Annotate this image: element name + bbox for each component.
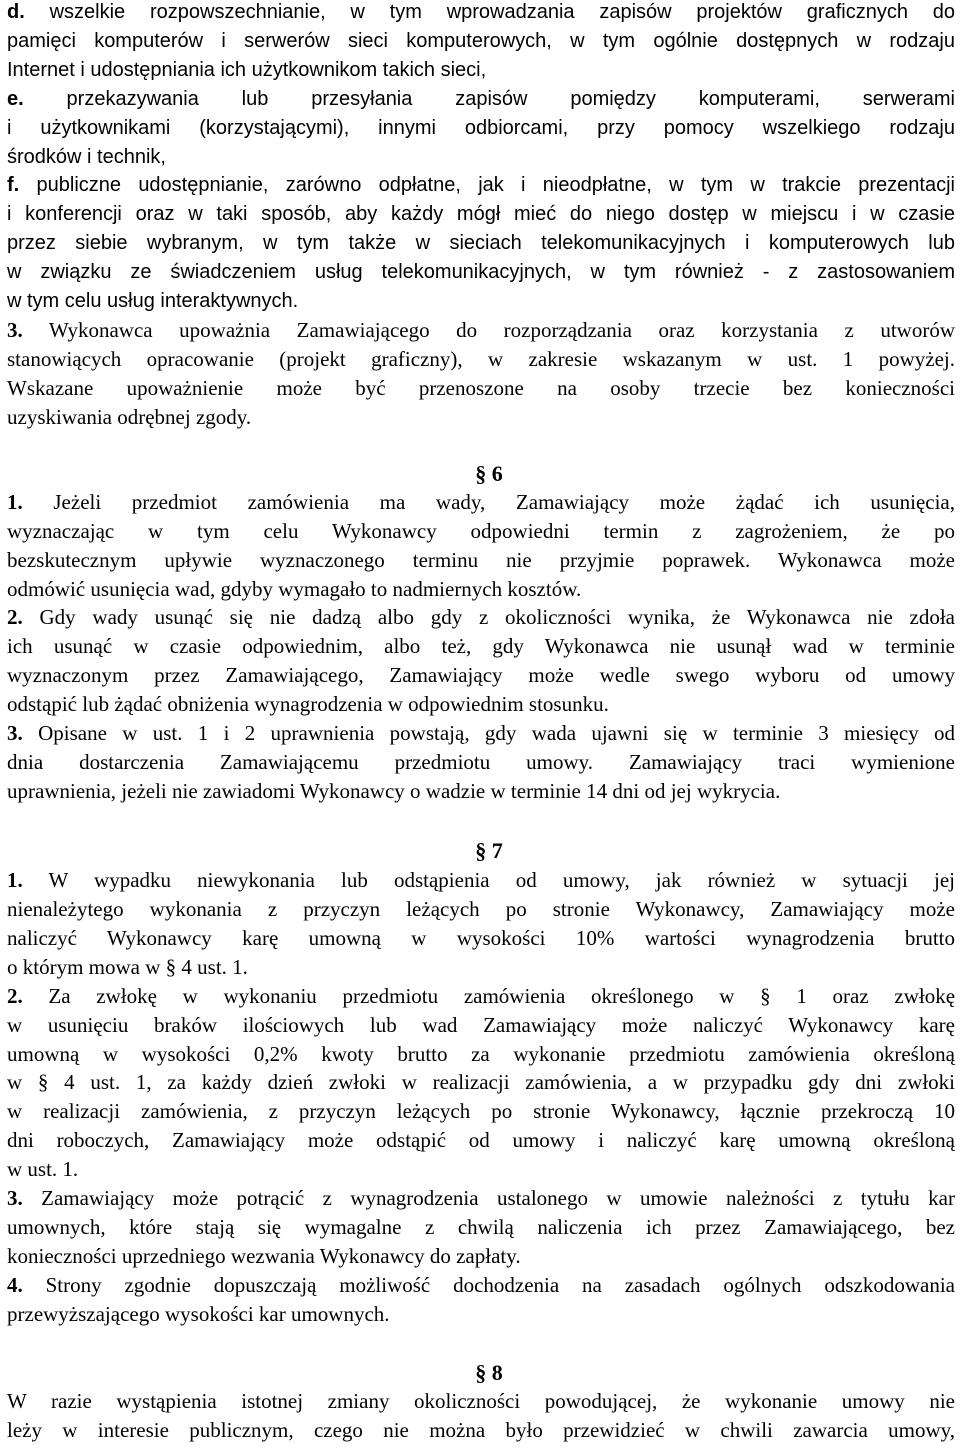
paragraph-text: dni roboczych, Zamawiający może odstąpić od umowy i naliczyć karę umowną określoną [7,1128,955,1152]
paragraph-text: naliczyć Wykonawcy karę umowną w wysokości 10% wartości wynagrodzenia brutto [7,926,955,950]
paragraph-text: wyznaczonym przez Zamawiającego, Zamawiający może wedle swego wyboru od umowy [7,663,955,687]
paragraph-number: 3. [7,318,23,342]
paragraph-text: uprawnienia, jeżeli nie zawiadomi Wykonawcy o wadzie w terminie 14 dni od jej wykrycia. [7,779,781,803]
paragraph-number: 3. [7,1186,23,1210]
item-text: przekazywania lub przesyłania zapisów pomiędzy komputerami, serwerami [66,88,956,110]
paragraph-text: Gdy wady usunąć się nie dadzą albo gdy z okoliczności wynika, że Wykonawca nie zdoła [39,605,956,629]
item-text: publiczne udostępnianie, zarówno odpłatne, jak i nieodpłatne, w tym w trakcie prezentacji [36,174,955,196]
section-heading: § 8 [475,1360,503,1385]
paragraph-text: konieczności uprzedniego wezwania Wykonawcy do zapłaty. [7,1244,521,1268]
item-marker: d. [7,1,25,23]
paragraph-number: 2. [7,984,23,1008]
item-text: Internet i udostępniania ich użytkownikom takich sieci, [7,59,487,81]
paragraph-number: 3. [7,721,23,745]
item-marker: e. [7,88,24,110]
paragraph-text: wyznaczając w tym celu Wykonawcy odpowiedni termin z zagrożeniem, że po [7,519,955,543]
paragraph-text: w usunięciu braków ilościowych lub wad Zamawiający może naliczyć Wykonawcy karę [7,1013,955,1037]
paragraph-text: bezskutecznym upływie wyznaczonego terminu nie przyjmie poprawek. Wykonawca może [7,548,955,572]
section-heading: § 7 [475,838,503,863]
paragraph-text: Zamawiający może potrącić z wynagrodzenia ustalonego w umowie należności z tytułu kar [41,1186,955,1210]
paragraph-text: stanowiących opracowanie (projekt graficzny), w zakresie wskazanym w ust. 1 powyżej. [7,347,955,371]
item-marker: f. [7,174,20,196]
paragraph-text: Wykonawca upoważnia Zamawiającego do rozporządzania oraz korzystania z utworów [48,318,955,342]
paragraph-number: 1. [7,868,23,892]
paragraph-text: odmówić usunięcia wad, gdyby wymagało to nadmiernych kosztów. [7,577,582,601]
item-text: i użytkownikami (korzystającymi), innymi odbiorcami, przy pomocy wszelkiego rodzaju [7,117,955,139]
paragraph-text: leży w interesie publicznym, czego nie można było przewidzieć w chwili zawarcia umowy, [7,1418,955,1442]
paragraph-number: 2. [7,605,23,629]
paragraph-text: Strony zgodnie dopuszczają możliwość dochodzenia na zasadach ogólnych odszkodowania [45,1273,955,1297]
paragraph-text: przewyższającego wysokości kar umownych. [7,1302,390,1326]
item-text: przez siebie wybranym, w tym także w sieciach telekomunikacyjnych i komputerowych lub [7,232,955,254]
item-text: wszelkie rozpowszechnianie, w tym wprowadzania zapisów projektów graficznych do [49,1,955,23]
paragraph-text: Opisane w ust. 1 i 2 uprawnienia powstają, gdy wada ujawni się w terminie 3 miesięcy od [38,721,956,745]
paragraph-text: nienależytego wykonania z przyczyn leżących po stronie Wykonawcy, Zamawiający może [7,897,955,921]
paragraph-text: Za zwłokę w wykonaniu przedmiotu zamówienia określonego w § 1 oraz zwłokę [48,984,956,1008]
paragraph-text: o którym mowa w § 4 ust. 1. [7,955,248,979]
paragraph-text: odstąpić lub żądać obniżenia wynagrodzenia w odpowiednim stosunku. [7,692,609,716]
paragraph-text: dnia dostarczenia Zamawiającemu przedmiotu umowy. Zamawiający traci wymienione [7,750,955,774]
item-text: środków i technik, [7,146,166,168]
paragraph-text: uzyskiwania odrębnej zgody. [7,405,252,429]
paragraph-number: 1. [7,490,23,514]
paragraph-text: w ust. 1. [7,1157,79,1181]
paragraph-text: Wskazane upoważnienie może być przenoszone na osoby trzecie bez konieczności [7,376,955,400]
item-text: w związku ze świadczeniem usług telekomunikacyjnych, w tym również - z zastosowaniem [7,261,955,283]
paragraph-text: umownych, które stają się wymagalne z chwilą naliczenia ich przez Zamawiającego, bez [7,1215,955,1239]
paragraph-text: W razie wystąpienia istotnej zmiany okoliczności powodującej, że wykonanie umowy nie [7,1389,955,1413]
paragraph-text: W wypadku niewykonania lub odstąpienia od umowy, jak również w sytuacji jej [48,868,955,892]
paragraph-text: ich usunąć w czasie odpowiednim, albo też, gdy Wykonawca nie usunął wad w terminie [7,634,955,658]
paragraph-text: umowną w wysokości 0,2% kwoty brutto za wykonanie przedmiotu zamówienia określoną [7,1042,955,1066]
paragraph-text: w realizacji zamówienia, z przyczyn leżących po stronie Wykonawcy, łącznie przekroczą 10 [7,1099,955,1123]
paragraph-text: Jeżeli przedmiot zamówienia ma wady, Zamawiający może żądać ich usunięcia, [53,490,955,514]
paragraph-text: w § 4 ust. 1, za każdy dzień zwłoki w realizacji zamówienia, a w przypadku gdy dni zwłoki [7,1070,955,1094]
item-text: pamięci komputerów i serwerów sieci komputerowych, w tym ogólnie dostępnych w rodzaju [7,30,955,52]
section-heading: § 6 [475,461,503,486]
paragraph-number: 4. [7,1273,23,1297]
item-text: i konferencji oraz w taki sposób, aby każdy mógł mieć do niego dostęp w miejscu i w czasie [7,203,955,225]
item-text: w tym celu usług interaktywnych. [7,290,299,312]
